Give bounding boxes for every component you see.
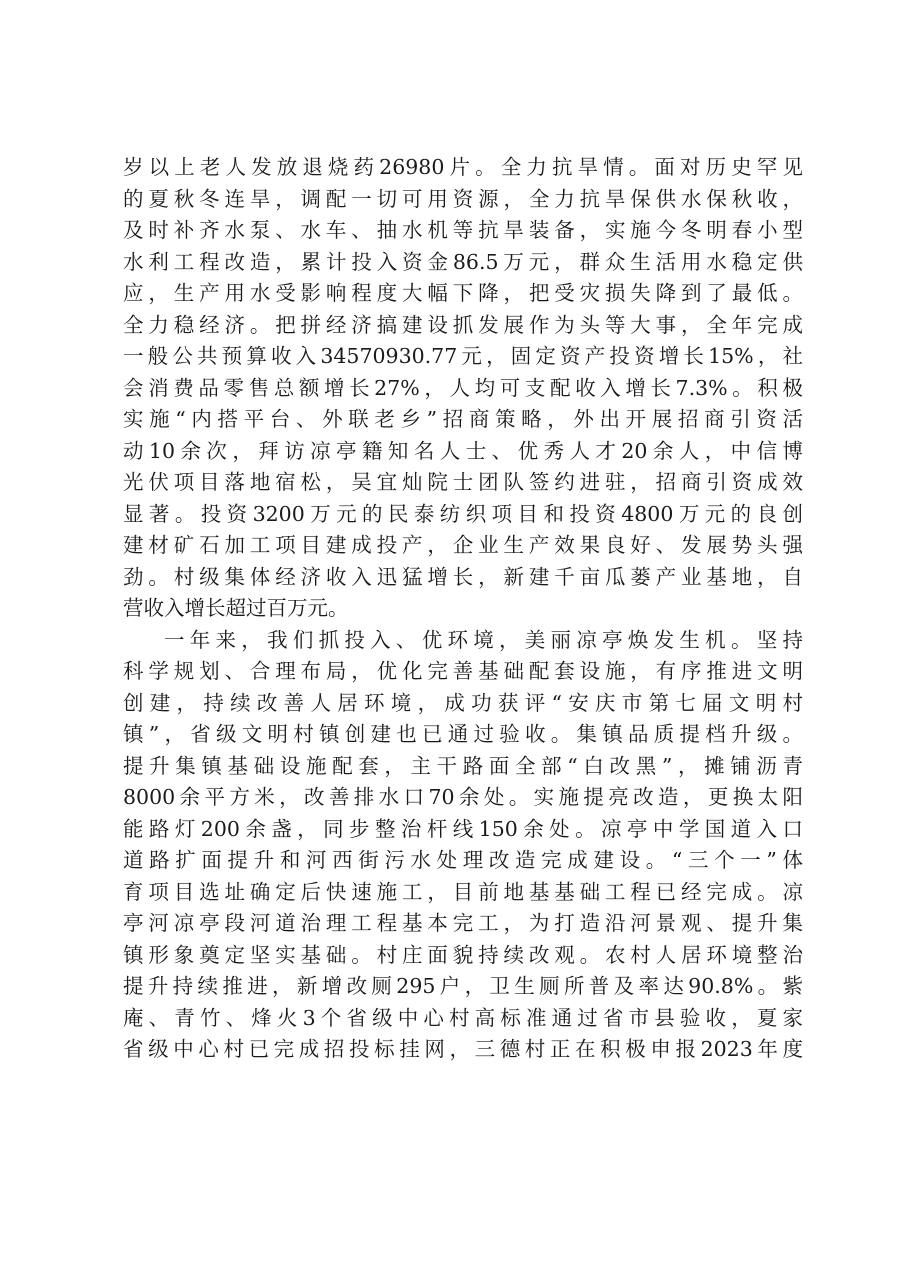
- text-line: 光伏项目落地宿松，吴宜灿院士团队签约进驻，招商引资成效: [123, 470, 803, 494]
- text-line: 亭河凉亭段河道治理工程基本完工，为打造沿河景观、提升集: [123, 911, 803, 935]
- text-line: 科学规划、合理布局，优化完善基础配套设施，有序推进文明: [123, 659, 803, 683]
- text-line: 营收入增长超过百万元。: [123, 596, 349, 620]
- text-line: 道路扩面提升和河西街污水处理改造完成建设。“三个一”体: [123, 848, 803, 872]
- text-line: 育项目选址确定后快速施工，目前地基基础工程已经完成。凉: [123, 879, 803, 904]
- text-line: 创建，持续改善人居环境，成功获评“安庆市第七届文明村: [123, 690, 803, 715]
- text-line: 能路灯200余盏，同步整治杆线150余处。凉亭中学国道入口: [123, 816, 803, 841]
- text-line: 动10余次，拜访凉亭籍知名人士、优秀人才20余人，中信博: [123, 438, 803, 463]
- text-line: 显著。投资3200万元的民泰纺织项目和投资4800万元的良创: [123, 501, 803, 526]
- text-line: 提升集镇基础设施配套，主干路面全部“白改黑”，摊铺沥青: [123, 753, 803, 778]
- body-text: [123, 152, 803, 1066]
- text-line: 8000余平方米，改善排水口70余处。实施提亮改造，更换太阳: [123, 785, 803, 809]
- text-line: 的夏秋冬连旱，调配一切可用资源，全力抗旱保供水保秋收，: [123, 186, 803, 211]
- text-line: 提升持续推进，新增改厕295户，卫生厕所普及率达90.8%。紫: [123, 974, 803, 998]
- text-line: 实施“内搭平台、外联老乡”招商策略，外出开展招商引资活: [123, 407, 803, 431]
- text-line: 镇形象奠定坚实基础。村庄面貌持续改观。农村人居环境整治: [123, 942, 803, 967]
- text-line: 一般公共预算收入34570930.77元，固定资产投资增长15%，社: [123, 344, 803, 368]
- text-line: 岁以上老人发放退烧药26980片。全力抗旱情。面对历史罕见: [123, 155, 803, 179]
- text-line: 镇”，省级文明村镇创建也已通过验收。集镇品质提档升级。: [123, 722, 803, 746]
- text-line: 劲。村级集体经济收入迅猛增长，新建千亩瓜蒌产业基地，自: [123, 564, 803, 589]
- text-line: 一年来，我们抓投入、优环境，美丽凉亭焕发生机。坚持: [164, 627, 803, 652]
- text-line: 全力稳经济。把拼经济搞建设抓发展作为头等大事，全年完成: [123, 312, 803, 337]
- text-line: 省级中心村已完成招投标挂网，三德村正在积极申报2023年度: [123, 1037, 803, 1061]
- text-line: 应，生产用水受影响程度大幅下降，把受灾损失降到了最低。: [123, 281, 803, 305]
- text-line: 及时补齐水泵、水车、抽水机等抗旱装备，实施今冬明春小型: [123, 218, 803, 242]
- text-line: 建材矿石加工项目建成投产，企业生产效果良好、发展势头强: [123, 533, 803, 557]
- text-line: 水利工程改造，累计投入资金86.5万元，群众生活用水稳定供: [123, 249, 803, 274]
- text-line: 庵、青竹、烽火3个省级中心村高标准通过省市县验收，夏家: [123, 1005, 803, 1030]
- text-line: 会消费品零售总额增长27%，人均可支配收入增长7.3%。积极: [123, 375, 803, 400]
